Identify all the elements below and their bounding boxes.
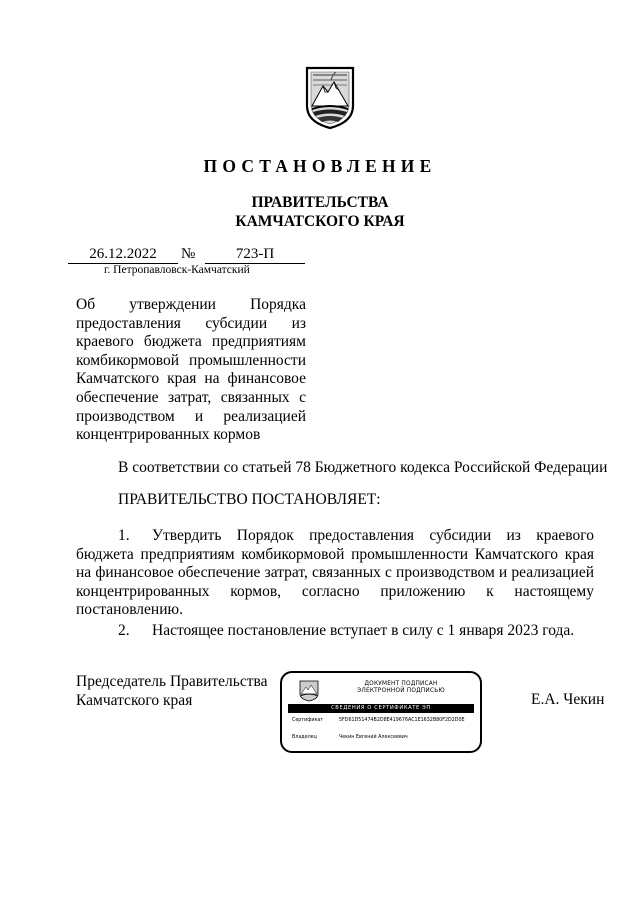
decree-heading: ПРАВИТЕЛЬСТВО ПОСТАНОВЛЯЕТ: bbox=[118, 491, 381, 508]
signer-position-line-1: Председатель Правительства bbox=[76, 673, 268, 690]
document-number: 723-П bbox=[205, 245, 305, 264]
e-signature-stamp bbox=[280, 671, 482, 753]
signer-position-line-2: Камчатского края bbox=[76, 691, 193, 709]
owner-label: Владелец bbox=[292, 735, 317, 740]
stamp-title-line-2: ЭЛЕКТРОННОЙ ПОДПИСЬЮ bbox=[357, 688, 445, 694]
document-subject: Об утверждении Порядка предоставления субсидии из краевого бюджета предприятиям комбикормовой промышленности Камчатского края на финансовое обеспечение затрат, связанных с производством и реализацией концентрированных кормов bbox=[76, 296, 306, 444]
stamp-title bbox=[326, 681, 476, 695]
signer-position bbox=[76, 673, 268, 710]
decree-item-2 bbox=[76, 622, 594, 641]
legal-basis: В соответствии со статьей 78 Бюджетного кодекса Российской Федерации bbox=[118, 459, 608, 476]
issuer-title bbox=[0, 193, 640, 231]
number-sign: № bbox=[181, 246, 196, 262]
item-number: 2. bbox=[118, 622, 130, 639]
issuer-line-2: КАМЧАТСКОГО КРАЯ bbox=[235, 213, 405, 230]
document-city: г. Петропавловск-Камчатский bbox=[104, 264, 250, 276]
stamp-band: СВЕДЕНИЯ О СЕРТИФИКАТЕ ЭП bbox=[288, 704, 474, 713]
item-number: 1. bbox=[118, 527, 130, 544]
certificate-label: Сертификат bbox=[292, 718, 324, 723]
stamp-title-line-1: ДОКУМЕНТ ПОДПИСАН bbox=[364, 681, 438, 687]
item-text: Утвердить Порядок предоставления субсидии из краевого бюджета предприятиям комбикормовой промышленности Камчатского края на финансовое обеспечение затрат, связанных с производством и реализацией концентрированных кормов, согласно приложению к настоящему постановлению. bbox=[76, 527, 594, 619]
item-text: Настоящее постановление вступает в силу с 1 января 2023 года. bbox=[152, 622, 575, 639]
owner-value: Чекин Евгений Алексеевич bbox=[339, 735, 408, 740]
signer-name: Е.А. Чекин bbox=[531, 691, 605, 708]
certificate-value: 5FD61D51474B2D8E419676AC1E1632B80F2D2D0E bbox=[339, 718, 465, 723]
document-date: 26.12.2022 bbox=[68, 245, 178, 264]
decree-item-1 bbox=[76, 527, 594, 620]
emblem-icon bbox=[303, 66, 357, 130]
issuer-line-1: ПРАВИТЕЛЬСТВА bbox=[251, 194, 389, 211]
document-type-title: ПОСТАНОВЛЕНИЕ bbox=[203, 156, 437, 176]
stamp-emblem-icon bbox=[299, 680, 319, 702]
